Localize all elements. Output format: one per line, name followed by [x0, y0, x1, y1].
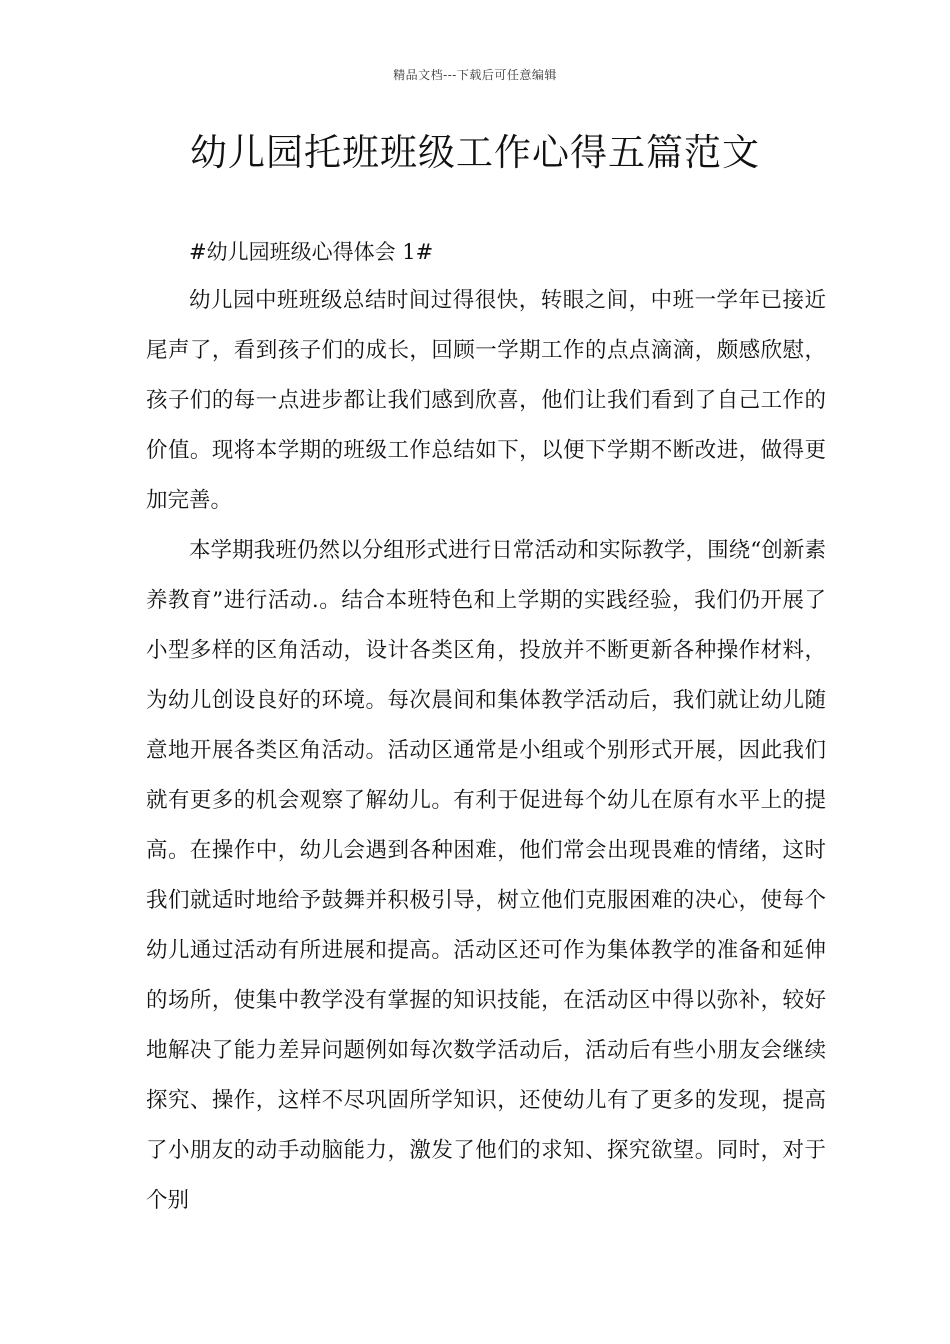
- body-paragraph-2: 本学期我班仍然以分组形式进行日常活动和实际教学，围绕“创新素养教育”进行活动.。结合本班特色和上学期的实践经验，我们仍开展了小型多样的区角活动，设计各类区角，投放并不断更新各种操作材料，为幼儿创设良好的环境。每次晨间和集体教学活动后，我们就让幼儿随意地开展各类区角活动。活动区通常是小组或个别形式开展，因此我们就有更多的机会观察了解幼儿。有利于促进每个幼儿在原有水平上的提高。在操作中，幼儿会遇到各种困难，他们常会出现畏难的情绪，这时我们就适时地给予鼓舞并积极引导，树立他们克服困难的决心，使每个幼儿通过活动有所进展和提高。活动区还可作为集体教学的准备和延伸的场所，使集中教学没有掌握的知识技能，在活动区中得以弥补，较好地解决了能力差异问题例如每次数学活动后，活动后有些小朋友会继续探究、操作，这样不尽巩固所学知识，还使幼儿有了更多的发现，提高了小朋友的动手动脑能力，激发了他们的求知、探究欲望。同时，对于个别: [146, 538, 826, 1213]
- body-paragraph-1: 幼儿园中班班级总结时间过得很快，转眼之间，中班一学年已接近尾声了，看到孩子们的成长，回顾一学期工作的点点滴滴，颇感欣慰，孩子们的每一点进步都让我们感到欣喜，他们让我们看到了自己工作的价值。现将本学期的班级工作总结如下，以便下学期不断改进，做得更加完善。: [146, 288, 826, 513]
- header-note: 精品文档---下载后可任意编辑: [393, 68, 557, 82]
- section-heading: #幼儿园班级心得体会 1#: [189, 240, 434, 264]
- document-title: 幼儿园托班班级工作心得五篇范文: [190, 131, 760, 174]
